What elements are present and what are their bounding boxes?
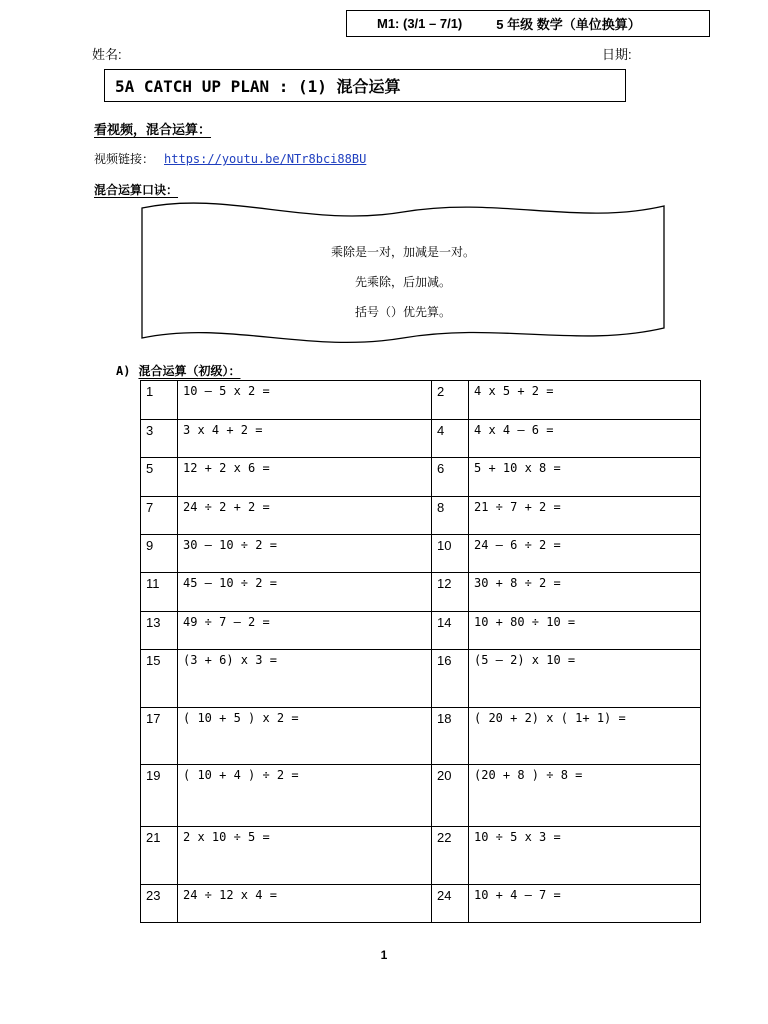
exercise-number: 19 [141, 765, 178, 827]
module-code: M1: (3/1 – 7/1) [377, 16, 463, 31]
exercise-number: 5 [141, 458, 178, 497]
table-row [141, 458, 701, 497]
name-label: 姓名: [92, 47, 122, 62]
table-row [141, 535, 701, 573]
exercise-question[interactable]: (5 – 2) x 10 = [469, 650, 701, 708]
table-row [141, 708, 701, 765]
exercise-question[interactable]: 24 – 6 ÷ 2 = [469, 535, 701, 573]
exercise-question[interactable]: 3 x 4 + 2 = [178, 420, 432, 458]
table-row [141, 420, 701, 458]
exercise-question[interactable]: 30 – 10 ÷ 2 = [178, 535, 432, 573]
exercise-number: 2 [432, 381, 469, 420]
section-a-label: A) [116, 364, 131, 378]
exercise-table [140, 380, 701, 923]
table-row [141, 497, 701, 535]
exercise-number: 14 [432, 612, 469, 650]
rhyme-line-2: 先乘除，后加减。 [354, 275, 451, 289]
exercise-number: 13 [141, 612, 178, 650]
exercise-number: 20 [432, 765, 469, 827]
exercise-question[interactable]: 5 + 10 x 8 = [469, 458, 701, 497]
exercise-number: 18 [432, 708, 469, 765]
video-line [94, 150, 366, 167]
exercise-question[interactable]: 21 ÷ 7 + 2 = [469, 497, 701, 535]
table-row [141, 650, 701, 708]
exercise-question[interactable]: 10 – 5 x 2 = [178, 381, 432, 420]
exercise-question[interactable]: 24 ÷ 12 x 4 = [178, 885, 432, 923]
exercise-question[interactable]: 10 ÷ 5 x 3 = [469, 827, 701, 885]
exercise-question[interactable]: 49 ÷ 7 – 2 = [178, 612, 432, 650]
exercise-question[interactable]: ( 20 + 2) x ( 1+ 1) = [469, 708, 701, 765]
exercise-question[interactable]: (20 + 8 ) ÷ 8 = [469, 765, 701, 827]
table-row [141, 765, 701, 827]
exercise-number: 12 [432, 573, 469, 612]
exercise-number: 1 [141, 381, 178, 420]
section-a-title: 混合运算（初级）： [138, 364, 241, 378]
exercise-number: 7 [141, 497, 178, 535]
date-label: 日期: [602, 47, 632, 62]
exercise-question[interactable]: 10 + 80 ÷ 10 = [469, 612, 701, 650]
page-title [104, 69, 626, 102]
exercise-question[interactable]: 12 + 2 x 6 = [178, 458, 432, 497]
rhyme-line-3: 括号（）优先算。 [354, 305, 451, 319]
exercise-question[interactable]: 30 + 8 ÷ 2 = [469, 573, 701, 612]
exercise-question[interactable]: 2 x 10 ÷ 5 = [178, 827, 432, 885]
watch-heading: 看视频，混合运算： [94, 123, 212, 138]
video-link[interactable]: https://youtu.be/NTr8bci88BU [164, 152, 367, 166]
exercise-number: 21 [141, 827, 178, 885]
table-row [141, 612, 701, 650]
table-row [141, 381, 701, 420]
exercise-number: 4 [432, 420, 469, 458]
exercise-number: 9 [141, 535, 178, 573]
exercise-number: 23 [141, 885, 178, 923]
exercise-question[interactable]: 10 + 4 – 7 = [469, 885, 701, 923]
table-row [141, 573, 701, 612]
table-row [141, 827, 701, 885]
section-a-heading [116, 362, 240, 379]
exercise-question[interactable]: ( 10 + 4 ) ÷ 2 = [178, 765, 432, 827]
page-number: 1 [380, 948, 388, 962]
table-row [141, 885, 701, 923]
exercise-number: 3 [141, 420, 178, 458]
exercise-question[interactable]: 4 x 4 – 6 = [469, 420, 701, 458]
exercise-number: 24 [432, 885, 469, 923]
exercise-number: 8 [432, 497, 469, 535]
exercise-number: 22 [432, 827, 469, 885]
exercise-number: 15 [141, 650, 178, 708]
page-title-text: 5A CATCH UP PLAN : (1) 混合运算 [115, 77, 401, 96]
rhyme-heading: 混合运算口诀： [94, 183, 179, 197]
subject-label: 5 年级 数学（单位换算） [496, 17, 641, 32]
exercise-question[interactable]: 24 ÷ 2 + 2 = [178, 497, 432, 535]
rhyme-line-1: 乘除是一对，加减是一对。 [330, 245, 475, 259]
exercise-question[interactable]: (3 + 6) x 3 = [178, 650, 432, 708]
exercise-number: 6 [432, 458, 469, 497]
exercise-number: 16 [432, 650, 469, 708]
video-label: 视频链接： [94, 152, 155, 166]
exercise-number: 10 [432, 535, 469, 573]
exercise-number: 17 [141, 708, 178, 765]
exercise-question[interactable]: 4 x 5 + 2 = [469, 381, 701, 420]
header-box [346, 10, 710, 37]
exercise-question[interactable]: ( 10 + 5 ) x 2 = [178, 708, 432, 765]
exercise-question[interactable]: 45 – 10 ÷ 2 = [178, 573, 432, 612]
exercise-number: 11 [141, 573, 178, 612]
